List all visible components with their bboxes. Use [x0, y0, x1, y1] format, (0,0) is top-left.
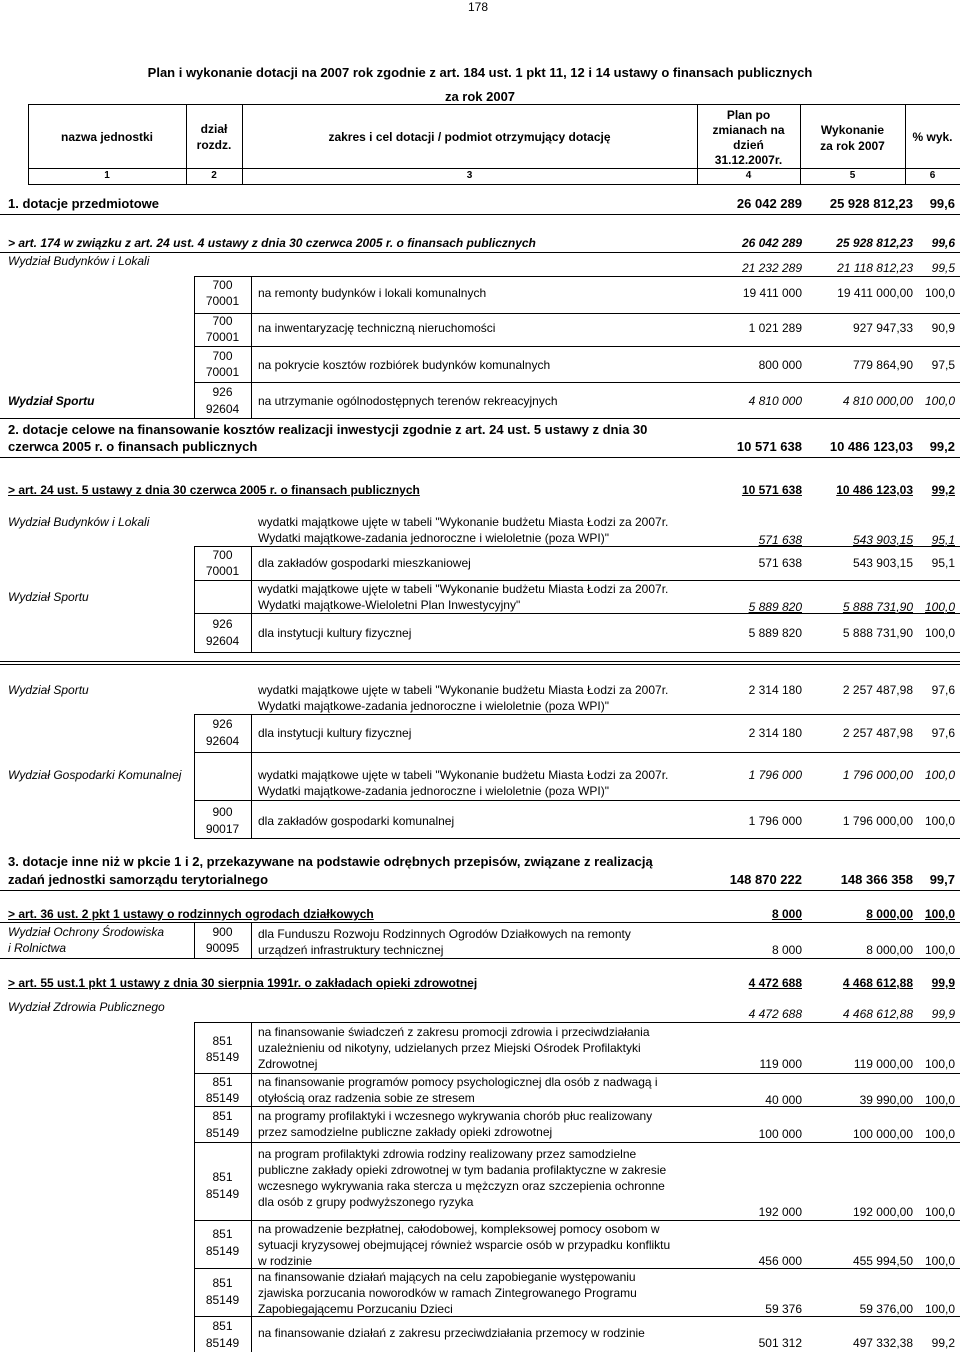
s3-f4-wyk: 192 000,00	[852, 1205, 913, 1219]
s2-c-line2: Wydatki majątkowe-zadania jednoroczne i wieloletnie (poza WPI)"	[258, 699, 609, 713]
s2-a-plan: 571 638	[758, 533, 802, 547]
s3-f4-line4: dla osób z grupy podwyższonego ryzyka	[258, 1195, 474, 1209]
s2-c-rwyk: 2 257 487,98	[842, 726, 913, 740]
s3-f6-rz: 85149	[205, 1293, 240, 1307]
s3-f5-rz: 85149	[205, 1244, 240, 1258]
s2-d-line1: wydatki majątkowe ujęte w tabeli "Wykonanie budżetu Miasta Łodzi za 2007r.	[258, 768, 669, 782]
s3-f6-dz: 851	[212, 1276, 233, 1290]
s3-f2-rz: 85149	[205, 1091, 240, 1105]
s1-rows-top	[194, 276, 960, 277]
header-num-6: 6	[929, 170, 936, 181]
s2-b-rplan: 5 889 820	[748, 626, 802, 640]
header-plan-2: zmianach na	[712, 123, 785, 137]
s2-d-plan: 1 796 000	[748, 768, 802, 782]
s3-unit-ochrony-2: i Rolnictwa	[8, 941, 67, 955]
s3-f1-plan: 119 000	[759, 1057, 802, 1071]
section-2-underline	[0, 457, 960, 458]
s3-e-mid	[251, 922, 252, 958]
s3-art1-wyk: 8 000,00	[866, 907, 913, 921]
s3-f3-dz: 851	[212, 1109, 233, 1123]
s3-f7-rz: 85149	[205, 1336, 240, 1350]
s2-c-pct: 97,6	[931, 683, 955, 697]
s3-f6-plan: 59 376	[765, 1302, 802, 1316]
s3-f-wyk: 4 468 612,88	[842, 1007, 913, 1021]
document-title: Plan i wykonanie dotacji na 2007 rok zgodnie z art. 184 ust. 1 pkt 11, 12 i 14 ustawy o finansach publicznych	[147, 65, 813, 80]
s1-r2-dz: 700	[212, 314, 233, 328]
section-3-title-1: 3. dotacje inne niż w pkcie 1 i 2, przekazywane na podstawie odrębnych przepisów, związane z realizacją	[8, 854, 653, 869]
s2-a-pct: 95,1	[931, 533, 955, 547]
s1-r3-dz: 700	[212, 349, 233, 363]
s3-f7-plan: 501 312	[758, 1336, 802, 1350]
s2-unit-sportu-b: Wydział Sportu	[8, 590, 89, 604]
s2-art-pct: 99,2	[931, 483, 955, 497]
s1-r2-wyk: 927 947,33	[852, 321, 913, 335]
section-3-title-2: zadań jednostki samorządu terytorialnego	[8, 872, 269, 887]
s1-r1-wyk: 19 411 000,00	[837, 286, 913, 300]
s3-f4-rz: 85149	[205, 1187, 240, 1201]
s1-r1-desc: na remonty budynków i lokali komunalnych	[258, 286, 487, 300]
s3-e-top	[0, 922, 960, 923]
s3-unit-ochrony-1: Wydział Ochrony Środowiska	[8, 925, 165, 939]
s3-f5-dz: 851	[212, 1227, 233, 1241]
s1-r2-desc: na inwentaryzację techniczną nieruchomości	[258, 321, 496, 335]
s3-f5-line3: w rodzinie	[258, 1254, 313, 1268]
s2-b-rz: 92604	[205, 634, 240, 648]
s3-f3-pct: 100,0	[924, 1127, 955, 1141]
s1-r4-plan: 4 810 000	[748, 394, 802, 408]
s2-a-desc: dla zakładów gospodarki mieszkaniowej	[258, 556, 471, 570]
s3-e-left	[194, 922, 195, 958]
s1-r3-desc: na pokrycie kosztów rozbiórek budynków komunalnych	[258, 358, 551, 372]
s3-f2-line2: otyłością oraz radzenia sobie ze stresem	[258, 1091, 475, 1105]
s1-unit1-plan: 21 232 289	[741, 261, 802, 275]
s1-r1-pct: 100,0	[924, 286, 955, 300]
section-3-plan: 148 870 222	[729, 872, 802, 887]
s3-e-line1: dla Funduszu Rozwoju Rodzinnych Ogrodów Działkowych na remonty	[258, 927, 631, 941]
s3-art1-plan: 8 000	[771, 907, 802, 921]
s2-c-rplan: 2 314 180	[748, 726, 802, 740]
header-plan-3: dzień	[733, 138, 764, 152]
s2-c-plan: 2 314 180	[748, 683, 802, 697]
document-subtitle: za rok 2007	[444, 89, 516, 104]
s3-f-grid-top	[194, 1022, 960, 1023]
s3-f-pct: 99,9	[931, 1007, 955, 1021]
s2-b-rpct: 100,0	[924, 626, 955, 640]
s3-unit-zdrowia: Wydział Zdrowia Publicznego	[8, 1000, 165, 1014]
s3-f2-wyk: 39 990,00	[859, 1093, 913, 1107]
s1-r1-rz: 70001	[205, 294, 240, 308]
section-2-wyk: 10 486 123,03	[829, 439, 913, 454]
s1-row-sep-1	[194, 313, 960, 314]
s3-f7-line1: na finansowanie działań z zakresu przeciwdziałania przemocy w rodzinie	[258, 1326, 645, 1340]
s3-f-sep-1	[194, 1073, 960, 1074]
s2-a-rz: 70001	[205, 564, 240, 578]
s1-r3-wyk: 779 864,90	[852, 358, 913, 372]
s2-b-wyk: 5 888 731,90	[842, 600, 913, 614]
s2-d-line2: Wydatki majątkowe-zadania jednoroczne i wieloletnie (poza WPI)"	[258, 784, 609, 798]
s3-f6-wyk: 59 376,00	[859, 1302, 913, 1316]
s3-f5-wyk: 455 994,50	[852, 1254, 913, 1268]
section-3-underline	[0, 890, 960, 891]
s2-b-pct: 100,0	[924, 600, 955, 614]
header-wykonanie-1: Wykonanie	[820, 123, 885, 137]
s1-unit-sportu: Wydział Sportu	[8, 394, 95, 408]
s3-f5-pct: 100,0	[924, 1254, 955, 1268]
s3-e-line2: urządzeń infrastruktury technicznej	[258, 943, 444, 957]
s3-f1-line1: na finansowanie świadczeń z zakresu promocji zdrowia i przeciwdziałania	[258, 1025, 650, 1039]
s3-f3-rz: 85149	[205, 1126, 240, 1140]
s3-f2-dz: 851	[212, 1075, 233, 1089]
s2-d-rpct: 100,0	[924, 814, 955, 828]
s2-art: > art. 24 ust. 5 ustawy z dnia 30 czerwca 2005 r. o finansach publicznych	[8, 483, 420, 497]
s2-a-row-bottom	[194, 580, 960, 581]
section-2-title-2: czerwca 2005 r. o finansach publicznych	[8, 439, 258, 454]
header-num-3: 3	[466, 170, 473, 181]
s2-d-dz: 900	[212, 805, 233, 819]
s3-art2-wyk: 4 468 612,88	[842, 976, 913, 990]
s2-c-row-top	[194, 714, 960, 715]
section-2-plan: 10 571 638	[736, 439, 802, 454]
header-plan-4: 31.12.2007r.	[714, 153, 783, 167]
header-num-4: 4	[745, 170, 752, 181]
s2-ab-left	[194, 546, 195, 652]
s3-f2-pct: 100,0	[924, 1093, 955, 1107]
s1-row-sep-2	[194, 346, 960, 347]
s2-b-line1: wydatki majątkowe ujęte w tabeli "Wykonanie budżetu Miasta Łodzi za 2007r.	[258, 582, 669, 596]
s1-rows-mid	[251, 276, 252, 418]
s2-c-wyk: 2 257 487,98	[842, 683, 913, 697]
s2-c-row-bottom	[194, 752, 960, 753]
s3-e-pct: 100,0	[924, 943, 955, 957]
s2-a-dz: 700	[212, 548, 233, 562]
s2-a-rpct: 95,1	[931, 556, 955, 570]
s3-f-plan: 4 472 688	[748, 1007, 802, 1021]
s3-f3-wyk: 100 000,00	[852, 1127, 913, 1141]
section-2-title-1: 2. dotacje celowe na finansowanie kosztów realizacji inwestycji zgodnie z art. 24 ust. 5 ustawy z dnia 30	[8, 422, 648, 437]
section-1-pct: 99,6	[929, 196, 955, 211]
s3-f4-line1: na program profilaktyki zdrowia rodziny realizowany przez samodzielne	[258, 1147, 637, 1161]
s3-f4-dz: 851	[212, 1170, 233, 1184]
header-num-1: 1	[104, 170, 110, 181]
s2-unit-budynkow: Wydział Budynków i Lokali	[8, 515, 150, 529]
s2-a-rwyk: 543 903,15	[852, 556, 913, 570]
s2-c-rpct: 97,6	[931, 726, 955, 740]
s3-f4-pct: 100,0	[924, 1205, 955, 1219]
s2-c-rz: 92604	[205, 734, 240, 748]
section-1-title: 1. dotacje przedmiotowe	[8, 196, 159, 211]
header-num-2: 2	[211, 170, 217, 181]
s1-r4-pct: 100,0	[924, 394, 955, 408]
s2-double-rule	[0, 661, 960, 665]
s1-r3-rz: 70001	[205, 365, 240, 379]
section-3-pct: 99,7	[929, 872, 955, 887]
s2-a-line1: wydatki majątkowe ujęte w tabeli "Wykonanie budżetu Miasta Łodzi za 2007r.	[258, 515, 669, 529]
s2-c-desc: dla instytucji kultury fizycznej	[258, 726, 412, 740]
s1-r4-rz: 92604	[205, 402, 240, 416]
s2-b-line2: Wydatki majątkowe-Wieloletni Plan Inwestycyjny"	[258, 598, 521, 612]
s3-e-wyk: 8 000,00	[866, 943, 913, 957]
header-rozdz: rozdz.	[196, 138, 232, 152]
s1-unit-budynkow: Wydział Budynków i Lokali	[8, 254, 150, 268]
s1-r2-pct: 90,9	[931, 321, 955, 335]
s1-r2-rz: 70001	[205, 330, 240, 344]
s2-cd-mid	[251, 714, 252, 838]
s2-unit-gospodarki: Wydział Gospodarki Komunalnej	[8, 768, 182, 782]
section-1-plan: 26 042 289	[736, 196, 802, 211]
s1-art-underline	[0, 252, 960, 253]
s3-f2-line1: na finansowanie programów pomocy psychologicznej dla osób z nadwagą i	[258, 1075, 658, 1089]
s2-d-desc: dla zakładów gospodarki komunalnej	[258, 814, 455, 828]
s3-art1: > art. 36 ust. 2 pkt 1 ustawy o rodzinnych ogrodach działkowych	[8, 907, 374, 921]
s2-b-rwyk: 5 888 731,90	[842, 626, 913, 640]
s3-f-sep-4	[194, 1220, 960, 1221]
s2-d-row-bottom	[194, 838, 960, 839]
s3-art1-pct: 100,0	[924, 907, 955, 921]
section-1-underline	[0, 214, 960, 215]
s1-art-pct: 99,6	[931, 236, 955, 250]
s3-f-sep-6	[194, 1316, 960, 1317]
s3-f1-line3: Zdrowotnej	[258, 1057, 318, 1071]
s2-b-row-top	[194, 613, 960, 614]
s3-f7-dz: 851	[212, 1319, 233, 1333]
section-3-wyk: 148 366 358	[840, 872, 913, 887]
header-nazwa-jednostki: nazwa jednostki	[60, 130, 154, 144]
s2-d-rz: 90017	[205, 822, 240, 836]
section-2-pct: 99,2	[929, 439, 955, 454]
s3-e-bottom	[0, 958, 960, 959]
s2-ab-mid	[251, 546, 252, 652]
header-wykonanie-2: za rok 2007	[820, 139, 885, 153]
s2-d-rplan: 1 796 000	[748, 814, 802, 828]
s3-f-mid	[251, 1022, 252, 1352]
header-num-5: 5	[849, 170, 856, 181]
s3-f3-plan: 100 000	[758, 1127, 802, 1141]
s1-r4-dz: 926	[212, 385, 233, 399]
s3-f-sep-5	[194, 1268, 960, 1269]
s3-f4-line3: wczesnego wykrywania raka stercza u mężczyzn oraz szczepienia ochronne	[258, 1179, 665, 1193]
s3-f4-line2: publiczne zakłady opieki zdrowotnej w tym badania profilaktyczne w zakresie	[258, 1163, 667, 1177]
s2-unit-sportu-c: Wydział Sportu	[8, 683, 89, 697]
s2-art-plan: 10 571 638	[741, 483, 802, 497]
s1-rows-bottom	[0, 418, 960, 419]
s2-a-wyk: 543 903,15	[852, 533, 913, 547]
s3-e-plan: 8 000	[771, 943, 802, 957]
s3-f4-plan: 192 000	[758, 1205, 802, 1219]
s2-b-row-bottom	[194, 652, 960, 653]
s2-b-desc: dla instytucji kultury fizycznej	[258, 626, 412, 640]
s1-r1-dz: 700	[212, 278, 233, 292]
s3-f1-wyk: 119 000,00	[853, 1057, 913, 1071]
s3-f7-pct: 99,2	[931, 1336, 955, 1350]
s3-e-rz: 90095	[205, 941, 240, 955]
s3-f1-pct: 100,0	[924, 1057, 955, 1071]
s2-c-line1: wydatki majątkowe ujęte w tabeli "Wykonanie budżetu Miasta Łodzi za 2007r.	[258, 683, 669, 697]
s3-f2-plan: 40 000	[765, 1093, 802, 1107]
s2-cd-left	[194, 714, 195, 838]
s3-art2-plan: 4 472 688	[748, 976, 802, 990]
s2-c-dz: 926	[212, 717, 233, 731]
s3-art2-pct: 99,9	[931, 976, 955, 990]
s1-art-plan: 26 042 289	[741, 236, 802, 250]
header-dzial: dział	[200, 122, 228, 136]
s2-b-plan: 5 889 820	[748, 600, 802, 614]
s1-unit1-pct: 99,5	[931, 261, 955, 275]
s1-r1-plan: 19 411 000	[742, 286, 802, 300]
s2-d-pct: 100,0	[924, 768, 955, 782]
s3-f1-rz: 85149	[205, 1050, 240, 1064]
s3-art2: > art. 55 ust.1 pkt 1 ustawy z dnia 30 sierpnia 1991r. o zakładach opieki zdrowotnej	[8, 976, 478, 990]
s1-art-wyk: 25 928 812,23	[836, 236, 913, 250]
s2-d-rwyk: 1 796 000,00	[842, 814, 913, 828]
header-pct: % wyk.	[912, 130, 953, 144]
s3-f6-line2: zjawiska porzucania noworodków w ramach Zintegrowanego Programu	[258, 1286, 637, 1300]
s2-b-dz: 926	[212, 617, 233, 631]
s3-f1-dz: 851	[212, 1034, 233, 1048]
s3-f6-line1: na finansowanie działań mających na celu zapobieganie występowaniu	[258, 1270, 636, 1284]
s2-a-row-top	[194, 546, 960, 547]
s1-r4-wyk: 4 810 000,00	[842, 394, 913, 408]
s2-d-wyk: 1 796 000,00	[842, 768, 913, 782]
s3-f5-line2: sytuacji kryzysowej obejmującej również wsparcie osób w przypadku konfliktu	[258, 1238, 671, 1252]
s1-r2-plan: 1 021 289	[748, 321, 802, 335]
s3-f5-line1: na prowadzenie bezpłatnej, całodobowej, kompleksowej pomocy osobom w	[258, 1222, 660, 1236]
s1-r3-plan: 800 000	[758, 358, 802, 372]
page-number: 178	[468, 0, 489, 14]
s3-f1-line2: uzależnieniu od nikotyny, udzielanych przez Miejski Ośrodek Profilaktyki	[258, 1041, 641, 1055]
s2-art-wyk: 10 486 123,03	[836, 483, 913, 497]
s1-row-sep-3	[194, 382, 960, 383]
s2-d-row-top	[194, 800, 960, 801]
section-1-wyk: 25 928 812,23	[829, 196, 913, 211]
s3-f5-plan: 456 000	[758, 1254, 802, 1268]
header-plan-1: Plan po	[726, 108, 771, 122]
header-zakres: zakres i cel dotacji / podmiot otrzymujący dotację	[328, 130, 611, 144]
s2-a-rplan: 571 638	[758, 556, 802, 570]
s3-e-dz: 900	[212, 925, 233, 939]
s1-r4-desc: na utrzymanie ogólnodostępnych terenów rekreacyjnych	[258, 394, 558, 408]
s3-f3-line2: przez samodzielne publiczne zakłady opieki zdrowotnej	[258, 1125, 553, 1139]
s3-f3-line1: na programy profilaktyki i wczesnego wykrywania chorób płuc realizowany	[258, 1109, 653, 1123]
s3-f-sep-3	[194, 1142, 960, 1143]
s3-f6-pct: 100,0	[924, 1302, 955, 1316]
s1-art: > art. 174 w związku z art. 24 ust. 4 ustawy z dnia 30 czerwca 2005 r. o finansach publicznych	[8, 236, 536, 250]
s1-r3-pct: 97,5	[931, 358, 955, 372]
s3-f6-line3: Zapobiegającemu Porzucaniu Dzieci	[258, 1302, 453, 1316]
s3-f7-wyk: 497 332,38	[852, 1336, 913, 1350]
s1-unit1-wyk: 21 118 812,23	[837, 261, 913, 275]
s2-a-line2: Wydatki majątkowe-zadania jednoroczne i wieloletnie (poza WPI)"	[258, 531, 609, 545]
